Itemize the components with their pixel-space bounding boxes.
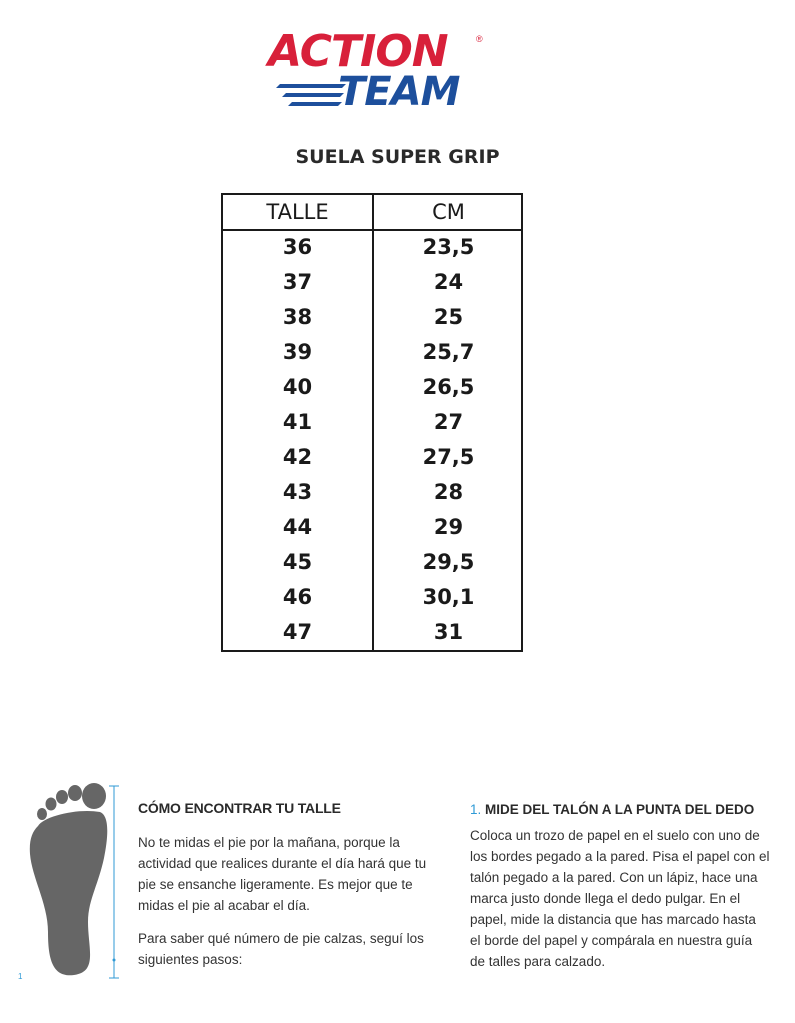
cm-cell: 26,5 [422, 375, 475, 399]
table-header-row [223, 195, 521, 231]
cm-cell: 29 [433, 515, 464, 539]
table-row [223, 581, 521, 616]
cm-cell: 27,5 [422, 445, 475, 469]
figure-number: 1 [18, 972, 23, 981]
action-team-logo [262, 26, 492, 115]
guide-paragraph-2: Para saber qué número de pie calzas, seguí los siguientes pasos: [138, 931, 424, 967]
page-title: SUELA SUPER GRIP [295, 146, 500, 168]
logo-team-word: TEAM [338, 69, 460, 115]
guide-heading: CÓMO ENCONTRAR TU TALLE [138, 800, 341, 816]
talle-cell: 40 [282, 375, 313, 399]
step-heading-text: MIDE DEL TALÓN A LA PUNTA DEL DEDO [485, 802, 755, 817]
table-body [223, 231, 521, 651]
cm-cell: 30,1 [422, 585, 475, 609]
talle-cell: 46 [282, 585, 313, 609]
foot-measure-icon [18, 782, 128, 982]
cm-cell: 31 [433, 620, 464, 644]
header-cm: CM [432, 200, 465, 224]
cm-cell: 25,7 [422, 340, 475, 364]
talle-cell: 37 [282, 270, 313, 294]
table-row [223, 441, 521, 476]
step-heading [470, 802, 754, 817]
talle-cell: 42 [282, 445, 313, 469]
talle-cell: 39 [282, 340, 313, 364]
cm-cell: 25 [433, 305, 464, 329]
table-row [223, 511, 521, 546]
table-row [223, 231, 521, 266]
talle-cell: 43 [282, 480, 313, 504]
talle-cell: 44 [282, 515, 313, 539]
logo-registered-mark: ® [476, 34, 483, 44]
step-text: Coloca un trozo de papel en el suelo con uno de los bordes pegado a la pared. Pisa el papel con el talón pegado a la pared. Con un lápiz, hace una marca justo donde llega el dedo pulgar. En el papel, mide la distancia que has marcado hasta el borde del papel y compárala en nuestra guía de talles para calzado. [470, 828, 770, 969]
talle-cell: 36 [282, 235, 313, 259]
table-row [223, 371, 521, 406]
cm-cell: 24 [433, 270, 464, 294]
talle-cell: 47 [282, 620, 313, 644]
size-table [221, 193, 523, 652]
table-row [223, 266, 521, 301]
talle-cell: 38 [282, 305, 313, 329]
guide-paragraph-1: No te midas el pie por la mañana, porque la actividad que realices durante el día hará que tu pie se ensanche ligeramente. Es mejor que te midas el pie al acabar el día. [138, 835, 427, 913]
step-number: 1. [470, 802, 482, 817]
table-row [223, 616, 521, 651]
cm-cell: 29,5 [422, 550, 475, 574]
cm-cell: 27 [433, 410, 464, 434]
table-row [223, 546, 521, 581]
table-row [223, 301, 521, 336]
talle-cell: 41 [282, 410, 313, 434]
talle-cell: 45 [282, 550, 313, 574]
logo-action-word: ACTION [268, 26, 448, 77]
cm-cell: 28 [433, 480, 464, 504]
table-row [223, 476, 521, 511]
table-row [223, 406, 521, 441]
table-row [223, 336, 521, 371]
cm-cell: 23,5 [422, 235, 475, 259]
header-talle: TALLE [266, 200, 329, 224]
